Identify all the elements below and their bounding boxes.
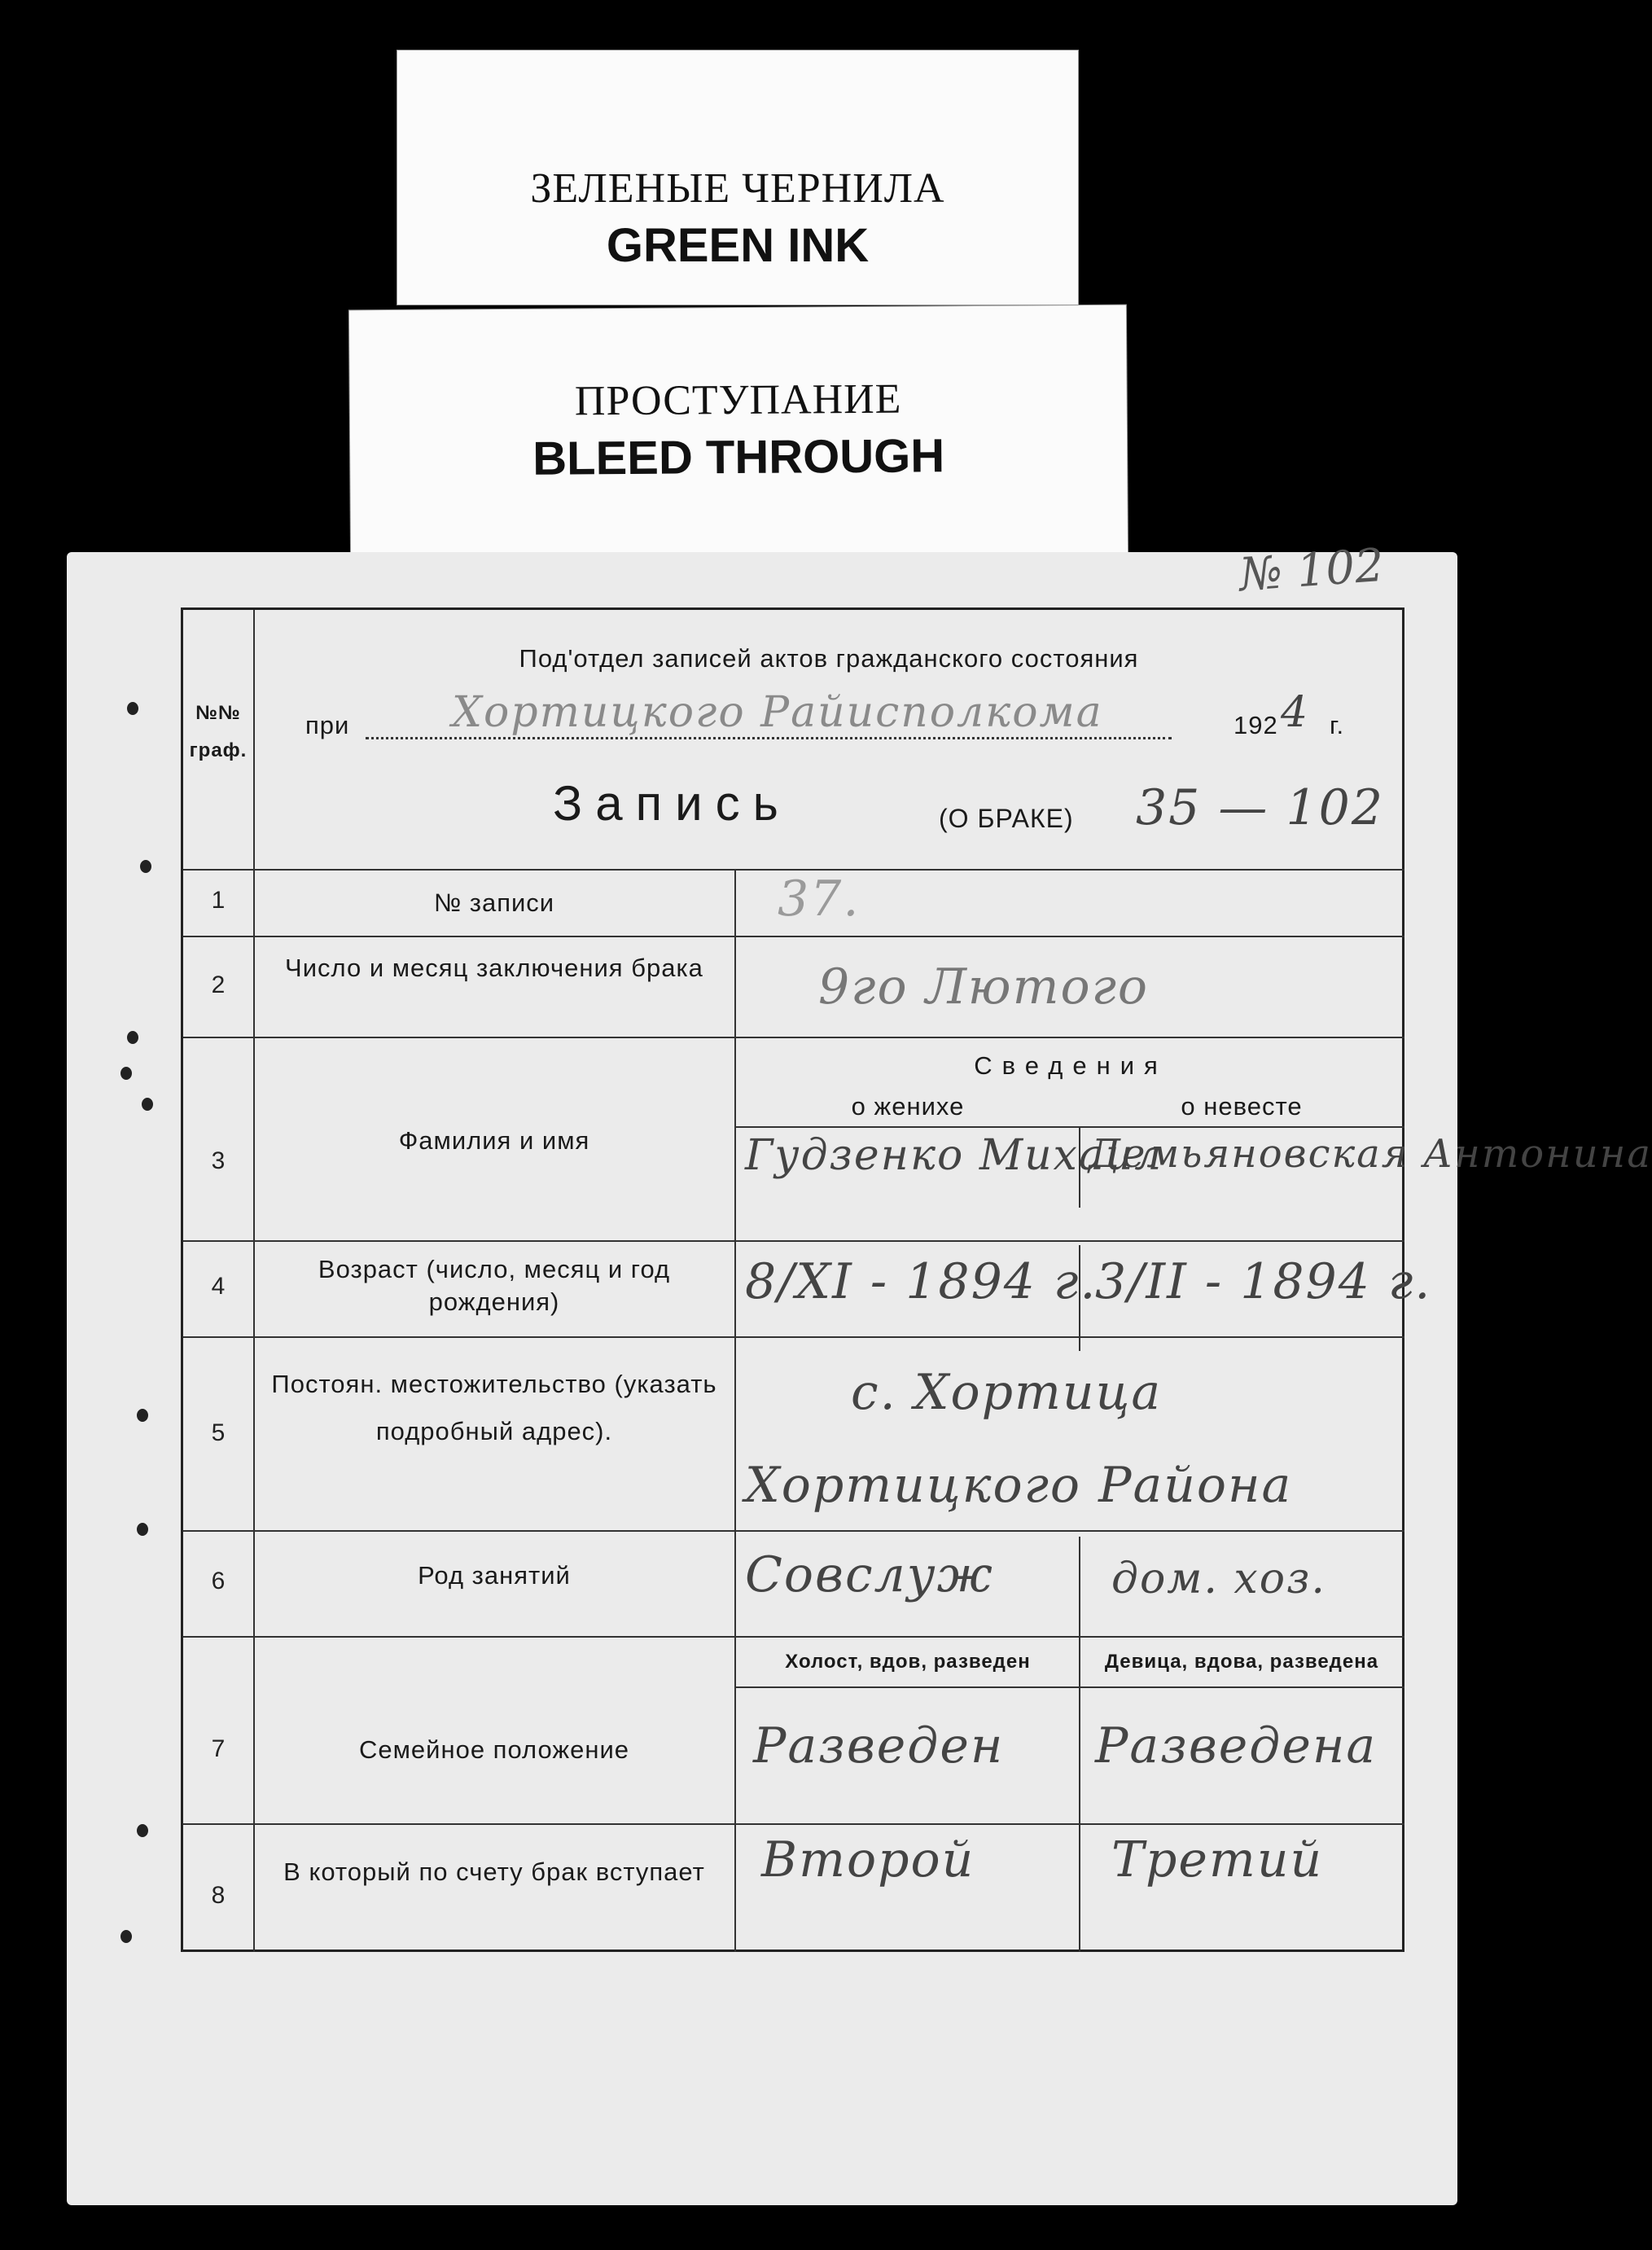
year-suffix: г. xyxy=(1330,711,1345,739)
groom-marriage-count: Второй xyxy=(761,1831,975,1888)
corner-stamp: № 102 xyxy=(1237,538,1386,603)
binder-hole xyxy=(127,1031,138,1044)
department-title: Под'отдел записей актов гражданского состояния xyxy=(519,644,1139,673)
tag-en-text: GREEN INK xyxy=(606,219,870,272)
binder-hole xyxy=(140,860,151,873)
groom-name: Гудзенко Михаил xyxy=(745,1131,1163,1180)
row-number: 2 xyxy=(211,971,226,998)
marriage-record-form xyxy=(181,607,1652,1952)
bride-header: о невесте xyxy=(1181,1092,1303,1121)
row-number: 7 xyxy=(211,1735,226,1762)
groom-birthdate: 8/XI - 1894 г. xyxy=(745,1253,1098,1310)
record-title: Запись xyxy=(553,776,791,831)
pri-handwritten-value: Хортицкого Райисполкома xyxy=(452,688,1103,737)
row-label: Род занятий xyxy=(418,1561,571,1590)
bride-status-header: Девица, вдова, разведена xyxy=(1104,1651,1379,1673)
row-number: 1 xyxy=(211,887,226,914)
row-number: 4 xyxy=(211,1273,226,1300)
column-number-header: №№ граф. xyxy=(189,702,248,761)
groom-status-header: Холост, вдов, разведен xyxy=(785,1651,1031,1673)
row-label: Возраст (число, месяц и год рождения) xyxy=(318,1255,671,1316)
residence-line2: Хортицкого Района xyxy=(745,1457,1293,1514)
record-type: (О БРАКЕ) xyxy=(939,804,1074,833)
tag-ru-text: ПРОСТУПАНИЕ xyxy=(574,375,902,425)
bride-birthdate: 3/II - 1894 г. xyxy=(1095,1253,1432,1310)
binder-hole xyxy=(142,1098,153,1111)
year-handwritten: 4 xyxy=(1281,688,1310,737)
row-number: 8 xyxy=(211,1882,226,1909)
bride-marital-status: Разведена xyxy=(1095,1717,1378,1774)
binder-hole xyxy=(121,1930,132,1943)
marriage-date-value: 9го Лютого xyxy=(818,958,1150,1015)
row-label: В который по счету брак вступает xyxy=(283,1857,705,1886)
row-label: Число и месяц заключения брака xyxy=(285,954,703,982)
binder-hole xyxy=(137,1523,148,1536)
binder-hole xyxy=(127,702,138,715)
row-number: 6 xyxy=(211,1568,226,1594)
bride-name: Демьяновская Антонина xyxy=(1089,1131,1652,1177)
row-label: Постоян. местожительство (указать подробный адрес). xyxy=(271,1370,717,1445)
groom-occupation: Совслуж xyxy=(745,1546,994,1603)
groom-marital-status: Разведен xyxy=(753,1717,1005,1774)
svedenia-header: Сведения xyxy=(974,1051,1168,1080)
bride-occupation: дом. хоз. xyxy=(1111,1555,1326,1603)
tag-ru-text: ЗЕЛЕНЫЕ ЧЕРНИЛА xyxy=(530,165,945,212)
row-label: Фамилия и имя xyxy=(398,1126,590,1155)
pri-label: при xyxy=(305,711,350,739)
residence-line1: с. Хортица xyxy=(851,1364,1163,1421)
bride-marriage-count: Третий xyxy=(1111,1831,1324,1888)
binder-hole xyxy=(137,1409,148,1422)
record-number-value: 37. xyxy=(778,871,861,928)
record-number-handwritten: 35 — 102 xyxy=(1136,779,1385,836)
row-number: 5 xyxy=(211,1419,226,1446)
tag-en-text: BLEED THROUGH xyxy=(532,429,945,485)
row-number: 3 xyxy=(211,1147,226,1174)
row-label: № записи xyxy=(433,888,555,917)
green-ink-tag xyxy=(397,50,1078,305)
binder-hole xyxy=(137,1824,148,1837)
row-label: Семейное положение xyxy=(358,1735,630,1764)
year-prefix: 192 xyxy=(1234,711,1278,739)
groom-header: о женихе xyxy=(851,1092,965,1121)
bleed-through-tag xyxy=(349,305,1128,565)
binder-hole xyxy=(121,1067,132,1080)
